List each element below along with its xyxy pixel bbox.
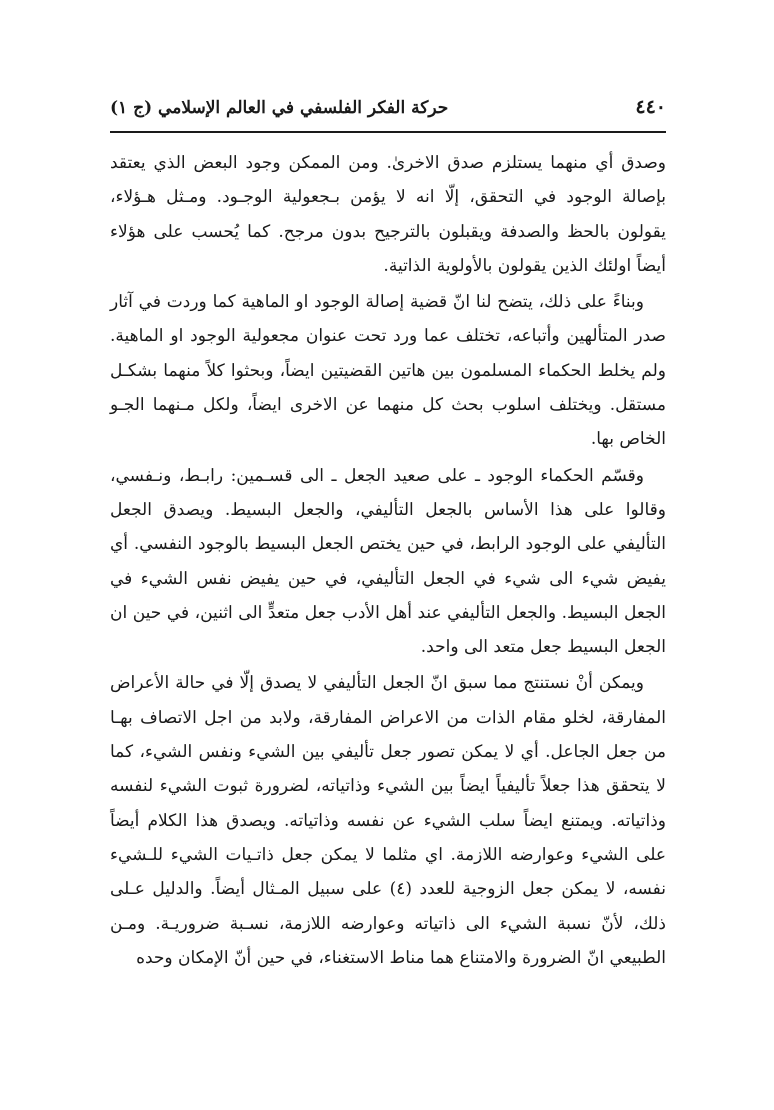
paragraph-1: وصدق أي منهما يستلزم صدق الاخرىٰ. ومن الممكن وجود البعض الذي يعتقد بإصالة الوجود في التحقق، إلّا انه لا يؤمن بـجعولية الوجـود. ومـثل هـؤلاء، يقولون بالحظ والصدفة ويقبلون بالترجيح بدون مرجح. كما يُحسب على هؤلاء أيضاً اولئك الذين يقولون بالأولوية الذاتية. — [110, 153, 666, 276]
page-number: ٤٤٠ — [635, 96, 666, 118]
paragraph-4: ويمكن أنْ نستنتج مما سبق انّ الجعل التأليفي لا يصدق إلّا في حالة الأعراض المفارقة، لخلو مقام الذات من الاعراض المفارقة، ولابد من اجل الاتصاف بهـا من جعل الجاعل. أي لا يمكن تصور جعل تأليفي بين الشيء ونفس الشيء، كما لا يتحقق هذا جعلاً تأليفياً ايضاً بين الشيء وذاتياته، لضرورة ثبوت الشيء لنفسه وذاتياته. ويمتنع ايضاً سلب الشيء عن نفسه وذاتياته. ويصدق هذا الكلام أيضاً على الشيء وعوارضه اللازمة. اي مثلما لا يمكن جعل ذاتـيات الشيء للـشيء نفسه، لا يمكن جعل الزوجية للعدد (٤) على سبيل المـثال أيضاً. والدليل عـلى ذلك، لأنّ نسبة الشيء الى ذاتياته وعوارضه اللازمة، نسـبة ضروريـة. ومـن الطبيعي انّ الضرورة والامتناع هما مناط الاستغناء، في حين أنّ الإمكان وحده — [110, 673, 666, 968]
header-divider — [110, 131, 666, 133]
paragraph-2: وبناءً على ذلك، يتضح لنا انّ قضية إصالة الوجود او الماهية كما وردت في آثار صدر المتألهين وأتباعه، تختلف عما ورد تحت عنوان مجعولية الوجود او الماهية. ولم يخلط الحكماء المسلمون بين هاتين القضيتين ايضاً، وبحثوا كلاً منهما بشكـل مستقل. ويختلف اسلوب بحث كل منهما عن الاخرى ايضاً، ولكل مـنهما الجـو الخاص بها. — [110, 292, 666, 450]
page-header — [110, 96, 666, 126]
body-text — [110, 146, 666, 975]
running-title: حركة الفكر الفلسفي في العالم الإسلامي (ج ١) — [110, 98, 449, 118]
paragraph-3: وقسّم الحكماء الوجود ـ على صعيد الجعل ـ الى قسـمين: رابـط، ونـفسي، وقالوا على هذا الأساس بالجعل التأليفي، والجعل البسيط. ويصدق الجعل التأليفي على الوجود الرابط، في حين يختص الجعل البسيط بالوجود النفسي. أي يفيض شيء الى شيء في الجعل التأليفي، في حين يفيض نفس الشيء في الجعل البسيط. والجعل التأليفي عند أهل الأدب جعل متعدٍّ الى اثنين، في حين ان الجعل البسيط جعل متعد الى واحد. — [110, 465, 666, 658]
